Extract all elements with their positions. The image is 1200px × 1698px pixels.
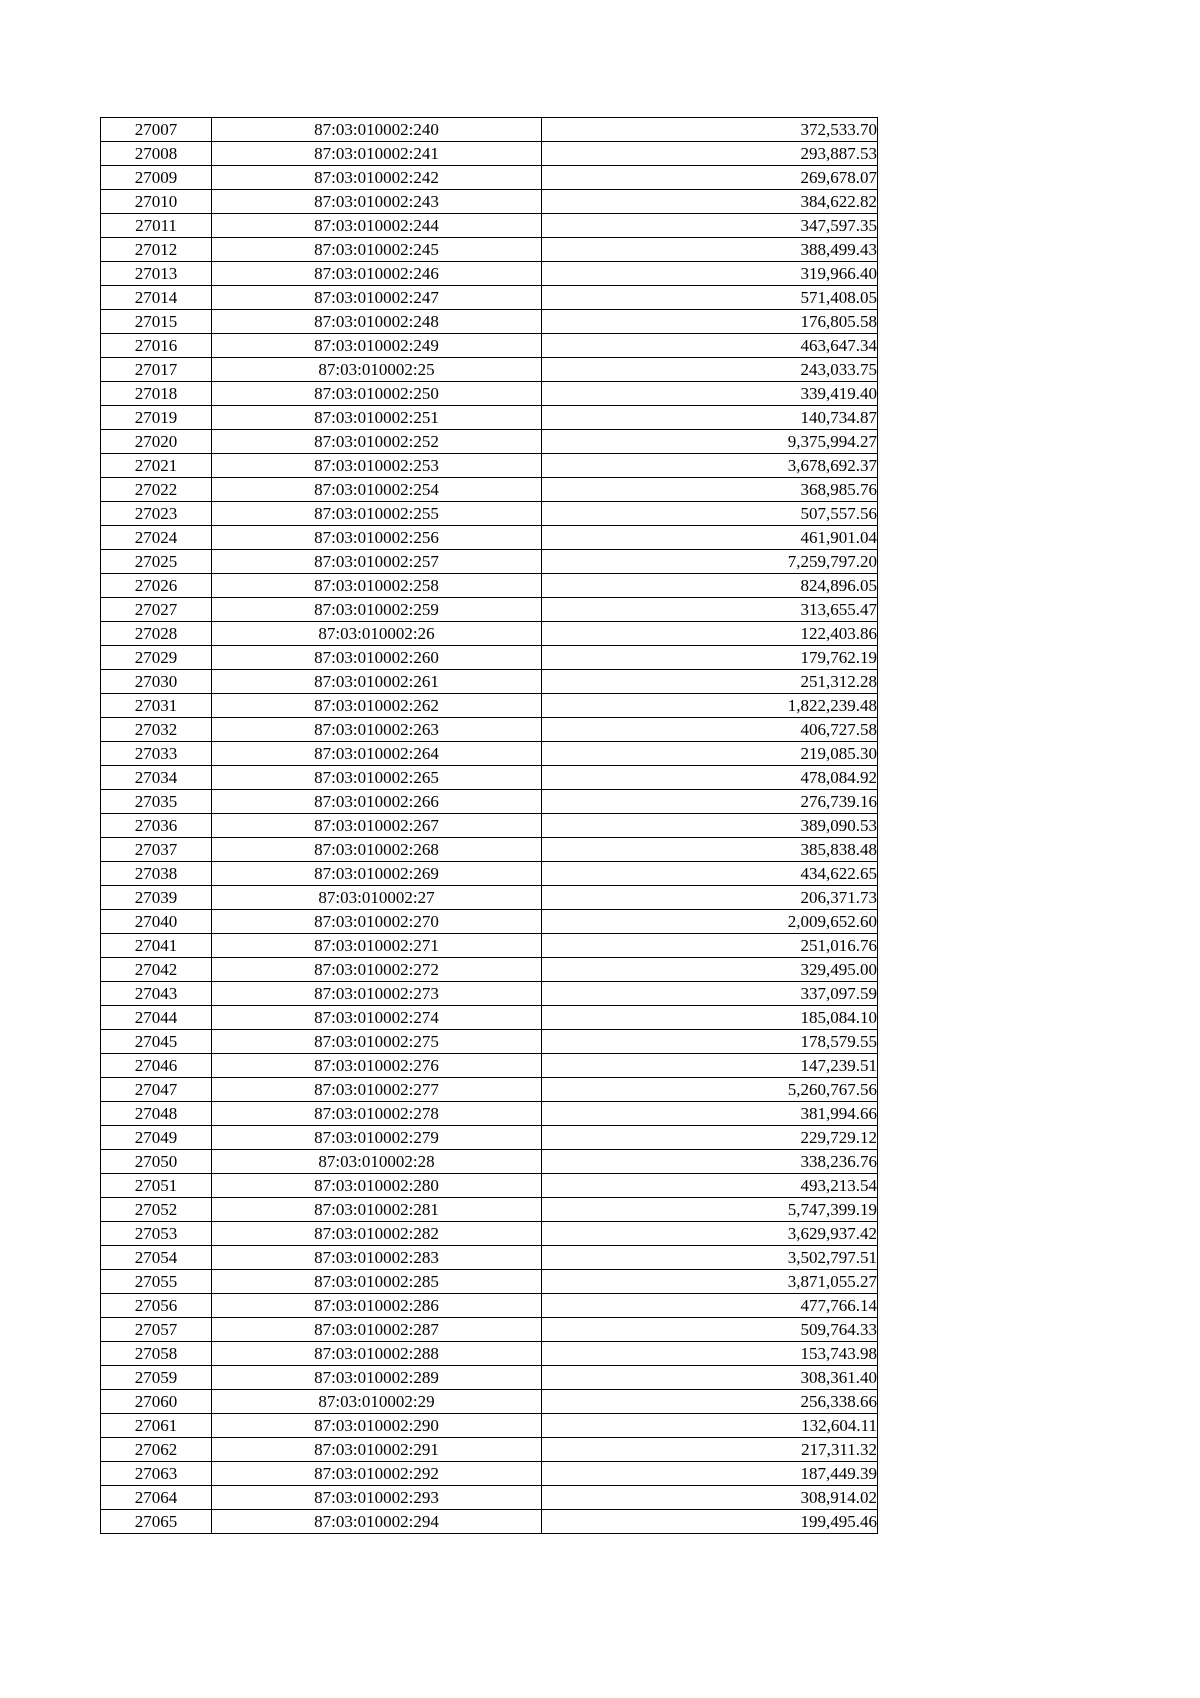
table-row (101, 838, 878, 862)
cadastral-value: 338,236.76 (542, 1150, 878, 1174)
cadastral-number: 87:03:010002:255 (212, 502, 542, 526)
table-row (101, 550, 878, 574)
cadastral-value: 509,764.33 (542, 1318, 878, 1342)
table-row (101, 286, 878, 310)
table-row (101, 382, 878, 406)
row-number: 27065 (101, 1510, 212, 1534)
table-row (101, 1198, 878, 1222)
cadastral-number: 87:03:010002:257 (212, 550, 542, 574)
cadastral-number: 87:03:010002:281 (212, 1198, 542, 1222)
cadastral-value: 5,260,767.56 (542, 1078, 878, 1102)
cadastral-value: 9,375,994.27 (542, 430, 878, 454)
row-number: 27052 (101, 1198, 212, 1222)
cadastral-number: 87:03:010002:268 (212, 838, 542, 862)
cadastral-value-table (100, 117, 878, 1534)
table-row (101, 310, 878, 334)
cadastral-number: 87:03:010002:276 (212, 1054, 542, 1078)
cadastral-value: 7,259,797.20 (542, 550, 878, 574)
row-number: 27039 (101, 886, 212, 910)
cadastral-value: 824,896.05 (542, 574, 878, 598)
cadastral-number: 87:03:010002:269 (212, 862, 542, 886)
cadastral-value: 493,213.54 (542, 1174, 878, 1198)
cadastral-number: 87:03:010002:250 (212, 382, 542, 406)
row-number: 27015 (101, 310, 212, 334)
table-row (101, 862, 878, 886)
row-number: 27028 (101, 622, 212, 646)
row-number: 27033 (101, 742, 212, 766)
cadastral-number: 87:03:010002:25 (212, 358, 542, 382)
row-number: 27016 (101, 334, 212, 358)
table-row (101, 718, 878, 742)
table-row (101, 598, 878, 622)
row-number: 27043 (101, 982, 212, 1006)
table-row (101, 1390, 878, 1414)
table-row (101, 1486, 878, 1510)
row-number: 27051 (101, 1174, 212, 1198)
table-row (101, 1414, 878, 1438)
cadastral-value: 434,622.65 (542, 862, 878, 886)
table-row (101, 958, 878, 982)
row-number: 27018 (101, 382, 212, 406)
row-number: 27027 (101, 598, 212, 622)
cadastral-number: 87:03:010002:253 (212, 454, 542, 478)
row-number: 27049 (101, 1126, 212, 1150)
row-number: 27009 (101, 166, 212, 190)
row-number: 27060 (101, 1390, 212, 1414)
table-row (101, 886, 878, 910)
cadastral-number: 87:03:010002:249 (212, 334, 542, 358)
row-number: 27025 (101, 550, 212, 574)
cadastral-number: 87:03:010002:258 (212, 574, 542, 598)
cadastral-number: 87:03:010002:275 (212, 1030, 542, 1054)
cadastral-number: 87:03:010002:248 (212, 310, 542, 334)
table-row (101, 406, 878, 430)
cadastral-value: 206,371.73 (542, 886, 878, 910)
row-number: 27056 (101, 1294, 212, 1318)
cadastral-number: 87:03:010002:283 (212, 1246, 542, 1270)
cadastral-number: 87:03:010002:290 (212, 1414, 542, 1438)
cadastral-number: 87:03:010002:278 (212, 1102, 542, 1126)
cadastral-number: 87:03:010002:274 (212, 1006, 542, 1030)
cadastral-number: 87:03:010002:251 (212, 406, 542, 430)
cadastral-value: 463,647.34 (542, 334, 878, 358)
row-number: 27058 (101, 1342, 212, 1366)
table-row (101, 1510, 878, 1534)
row-number: 27014 (101, 286, 212, 310)
cadastral-value: 384,622.82 (542, 190, 878, 214)
cadastral-number: 87:03:010002:247 (212, 286, 542, 310)
table-row (101, 214, 878, 238)
row-number: 27032 (101, 718, 212, 742)
cadastral-value: 477,766.14 (542, 1294, 878, 1318)
row-number: 27010 (101, 190, 212, 214)
row-number: 27063 (101, 1462, 212, 1486)
cadastral-number: 87:03:010002:287 (212, 1318, 542, 1342)
table-row (101, 142, 878, 166)
cadastral-value: 256,338.66 (542, 1390, 878, 1414)
table-row (101, 478, 878, 502)
table-row (101, 1318, 878, 1342)
cadastral-number: 87:03:010002:261 (212, 670, 542, 694)
cadastral-number: 87:03:010002:286 (212, 1294, 542, 1318)
cadastral-number: 87:03:010002:294 (212, 1510, 542, 1534)
table-row (101, 190, 878, 214)
row-number: 27030 (101, 670, 212, 694)
cadastral-value: 2,009,652.60 (542, 910, 878, 934)
cadastral-value: 153,743.98 (542, 1342, 878, 1366)
table-row (101, 526, 878, 550)
cadastral-number: 87:03:010002:244 (212, 214, 542, 238)
cadastral-number: 87:03:010002:273 (212, 982, 542, 1006)
row-number: 27013 (101, 262, 212, 286)
cadastral-number: 87:03:010002:263 (212, 718, 542, 742)
row-number: 27045 (101, 1030, 212, 1054)
table-row (101, 1006, 878, 1030)
row-number: 27029 (101, 646, 212, 670)
cadastral-value: 329,495.00 (542, 958, 878, 982)
cadastral-value: 368,985.76 (542, 478, 878, 502)
cadastral-number: 87:03:010002:266 (212, 790, 542, 814)
cadastral-value: 461,901.04 (542, 526, 878, 550)
table-row (101, 910, 878, 934)
cadastral-number: 87:03:010002:265 (212, 766, 542, 790)
row-number: 27055 (101, 1270, 212, 1294)
row-number: 27038 (101, 862, 212, 886)
cadastral-value: 147,239.51 (542, 1054, 878, 1078)
row-number: 27061 (101, 1414, 212, 1438)
cadastral-value: 140,734.87 (542, 406, 878, 430)
row-number: 27041 (101, 934, 212, 958)
cadastral-value: 3,678,692.37 (542, 454, 878, 478)
table-row (101, 166, 878, 190)
cadastral-value: 313,655.47 (542, 598, 878, 622)
cadastral-number: 87:03:010002:267 (212, 814, 542, 838)
table-body (101, 118, 878, 1534)
table-row (101, 358, 878, 382)
table-row (101, 1126, 878, 1150)
cadastral-value: 319,966.40 (542, 262, 878, 286)
table-row (101, 502, 878, 526)
table-row (101, 1294, 878, 1318)
cadastral-value: 308,361.40 (542, 1366, 878, 1390)
row-number: 27064 (101, 1486, 212, 1510)
table-row (101, 1342, 878, 1366)
cadastral-value: 406,727.58 (542, 718, 878, 742)
table-row (101, 1174, 878, 1198)
row-number: 27036 (101, 814, 212, 838)
cadastral-value: 276,739.16 (542, 790, 878, 814)
table-row (101, 1366, 878, 1390)
cadastral-value: 293,887.53 (542, 142, 878, 166)
table-row (101, 238, 878, 262)
row-number: 27031 (101, 694, 212, 718)
table-row (101, 430, 878, 454)
cadastral-value: 381,994.66 (542, 1102, 878, 1126)
cadastral-number: 87:03:010002:262 (212, 694, 542, 718)
table-row (101, 1246, 878, 1270)
cadastral-number: 87:03:010002:260 (212, 646, 542, 670)
row-number: 27037 (101, 838, 212, 862)
cadastral-number: 87:03:010002:254 (212, 478, 542, 502)
table-row (101, 1462, 878, 1486)
table-row (101, 670, 878, 694)
cadastral-number: 87:03:010002:29 (212, 1390, 542, 1414)
cadastral-value: 389,090.53 (542, 814, 878, 838)
table-row (101, 118, 878, 142)
table-row (101, 574, 878, 598)
row-number: 27044 (101, 1006, 212, 1030)
cadastral-value: 122,403.86 (542, 622, 878, 646)
cadastral-number: 87:03:010002:264 (212, 742, 542, 766)
cadastral-value: 219,085.30 (542, 742, 878, 766)
cadastral-value: 251,312.28 (542, 670, 878, 694)
cadastral-value: 251,016.76 (542, 934, 878, 958)
row-number: 27019 (101, 406, 212, 430)
cadastral-number: 87:03:010002:271 (212, 934, 542, 958)
cadastral-value: 179,762.19 (542, 646, 878, 670)
cadastral-number: 87:03:010002:245 (212, 238, 542, 262)
cadastral-value: 388,499.43 (542, 238, 878, 262)
cadastral-number: 87:03:010002:241 (212, 142, 542, 166)
row-number: 27011 (101, 214, 212, 238)
cadastral-value: 3,871,055.27 (542, 1270, 878, 1294)
cadastral-number: 87:03:010002:293 (212, 1486, 542, 1510)
table-row (101, 454, 878, 478)
table-row (101, 694, 878, 718)
cadastral-number: 87:03:010002:270 (212, 910, 542, 934)
table-row (101, 646, 878, 670)
table-row (101, 814, 878, 838)
row-number: 27012 (101, 238, 212, 262)
cadastral-value: 372,533.70 (542, 118, 878, 142)
row-number: 27040 (101, 910, 212, 934)
cadastral-number: 87:03:010002:243 (212, 190, 542, 214)
cadastral-value: 185,084.10 (542, 1006, 878, 1030)
cadastral-value: 217,311.32 (542, 1438, 878, 1462)
table-row (101, 790, 878, 814)
cadastral-value: 132,604.11 (542, 1414, 878, 1438)
cadastral-number: 87:03:010002:288 (212, 1342, 542, 1366)
cadastral-value: 5,747,399.19 (542, 1198, 878, 1222)
table-row (101, 1054, 878, 1078)
row-number: 27047 (101, 1078, 212, 1102)
cadastral-number: 87:03:010002:272 (212, 958, 542, 982)
cadastral-value: 178,579.55 (542, 1030, 878, 1054)
cadastral-number: 87:03:010002:28 (212, 1150, 542, 1174)
row-number: 27021 (101, 454, 212, 478)
row-number: 27042 (101, 958, 212, 982)
cadastral-value: 3,629,937.42 (542, 1222, 878, 1246)
cadastral-value: 339,419.40 (542, 382, 878, 406)
cadastral-number: 87:03:010002:282 (212, 1222, 542, 1246)
cadastral-number: 87:03:010002:246 (212, 262, 542, 286)
cadastral-number: 87:03:010002:26 (212, 622, 542, 646)
table-row (101, 1150, 878, 1174)
table-row (101, 622, 878, 646)
cadastral-value: 176,805.58 (542, 310, 878, 334)
row-number: 27046 (101, 1054, 212, 1078)
cadastral-value: 243,033.75 (542, 358, 878, 382)
cadastral-value: 385,838.48 (542, 838, 878, 862)
table-row (101, 1438, 878, 1462)
cadastral-number: 87:03:010002:279 (212, 1126, 542, 1150)
cadastral-number: 87:03:010002:292 (212, 1462, 542, 1486)
cadastral-value: 1,822,239.48 (542, 694, 878, 718)
row-number: 27020 (101, 430, 212, 454)
cadastral-value: 347,597.35 (542, 214, 878, 238)
cadastral-value: 229,729.12 (542, 1126, 878, 1150)
row-number: 27050 (101, 1150, 212, 1174)
cadastral-number: 87:03:010002:27 (212, 886, 542, 910)
row-number: 27007 (101, 118, 212, 142)
row-number: 27053 (101, 1222, 212, 1246)
row-number: 27054 (101, 1246, 212, 1270)
cadastral-value: 478,084.92 (542, 766, 878, 790)
row-number: 27022 (101, 478, 212, 502)
table-row (101, 934, 878, 958)
table-row (101, 1222, 878, 1246)
cadastral-value: 308,914.02 (542, 1486, 878, 1510)
row-number: 27059 (101, 1366, 212, 1390)
cadastral-value: 337,097.59 (542, 982, 878, 1006)
cadastral-number: 87:03:010002:289 (212, 1366, 542, 1390)
table-row (101, 1270, 878, 1294)
cadastral-number: 87:03:010002:242 (212, 166, 542, 190)
cadastral-number: 87:03:010002:259 (212, 598, 542, 622)
cadastral-value: 571,408.05 (542, 286, 878, 310)
cadastral-number: 87:03:010002:252 (212, 430, 542, 454)
table-row (101, 262, 878, 286)
cadastral-number: 87:03:010002:240 (212, 118, 542, 142)
row-number: 27008 (101, 142, 212, 166)
row-number: 27062 (101, 1438, 212, 1462)
row-number: 27024 (101, 526, 212, 550)
table-row (101, 982, 878, 1006)
row-number: 27026 (101, 574, 212, 598)
row-number: 27017 (101, 358, 212, 382)
cadastral-number: 87:03:010002:280 (212, 1174, 542, 1198)
row-number: 27057 (101, 1318, 212, 1342)
cadastral-value: 199,495.46 (542, 1510, 878, 1534)
table-row (101, 766, 878, 790)
table-row (101, 1078, 878, 1102)
table-row (101, 1102, 878, 1126)
table-row (101, 742, 878, 766)
cadastral-number: 87:03:010002:256 (212, 526, 542, 550)
cadastral-number: 87:03:010002:277 (212, 1078, 542, 1102)
cadastral-value: 507,557.56 (542, 502, 878, 526)
cadastral-value: 269,678.07 (542, 166, 878, 190)
table-row (101, 1030, 878, 1054)
table-row (101, 334, 878, 358)
cadastral-value: 3,502,797.51 (542, 1246, 878, 1270)
row-number: 27035 (101, 790, 212, 814)
row-number: 27023 (101, 502, 212, 526)
cadastral-number: 87:03:010002:291 (212, 1438, 542, 1462)
cadastral-number: 87:03:010002:285 (212, 1270, 542, 1294)
row-number: 27048 (101, 1102, 212, 1126)
row-number: 27034 (101, 766, 212, 790)
cadastral-value: 187,449.39 (542, 1462, 878, 1486)
